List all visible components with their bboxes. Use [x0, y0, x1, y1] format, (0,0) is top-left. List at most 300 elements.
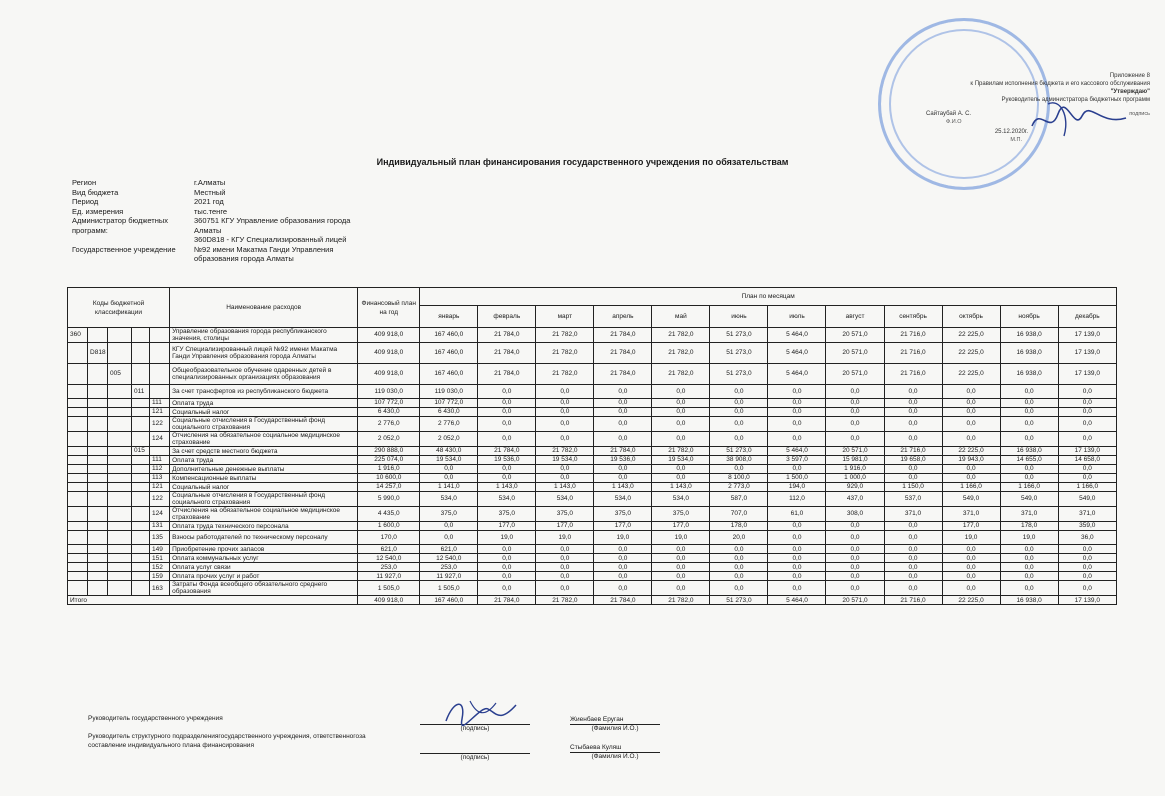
- meta-block: [72, 178, 372, 264]
- month-value-cell: 0,0: [768, 408, 826, 417]
- annual-plan-cell: 1 505,0: [358, 581, 420, 596]
- code-cell: [108, 572, 132, 581]
- code-cell: 122: [150, 417, 170, 432]
- month-value-cell: 0,0: [478, 474, 536, 483]
- code-cell: [132, 581, 150, 596]
- expense-name: За счет средств местного бюджета: [170, 447, 358, 456]
- code-cell: [68, 507, 88, 522]
- meta-key: Ед. измерения: [72, 206, 124, 216]
- month-value-cell: 0,0: [1000, 545, 1058, 554]
- month-value-cell: 21 782,0: [652, 328, 710, 343]
- code-cell: [68, 572, 88, 581]
- month-value-cell: 534,0: [594, 492, 652, 507]
- month-header: декабрь: [1058, 306, 1116, 328]
- approval-mp: М.П.: [1010, 137, 1022, 143]
- month-value-cell: 0,0: [942, 581, 1000, 596]
- month-value-cell: 0,0: [1000, 417, 1058, 432]
- month-value-cell: 0,0: [652, 563, 710, 572]
- month-value-cell: 0,0: [884, 385, 942, 399]
- month-value-cell: 177,0: [478, 522, 536, 531]
- code-cell: [68, 417, 88, 432]
- code-cell: 135: [150, 531, 170, 545]
- month-value-cell: 0,0: [652, 385, 710, 399]
- code-cell: [108, 408, 132, 417]
- month-value-cell: 0,0: [652, 432, 710, 447]
- code-cell: 149: [150, 545, 170, 554]
- month-value-cell: 0,0: [1058, 432, 1116, 447]
- code-cell: [108, 492, 132, 507]
- table-row: [68, 483, 1117, 492]
- month-value-cell: 371,0: [1058, 507, 1116, 522]
- code-cell: [132, 554, 150, 563]
- month-value-cell: 1 150,0: [884, 483, 942, 492]
- footer-head-label: Руководитель государственного учреждения: [88, 715, 223, 722]
- code-cell: [150, 343, 170, 364]
- month-value-cell: 1 916,0: [826, 465, 884, 474]
- month-value-cell: 19 536,0: [594, 456, 652, 465]
- code-cell: 121: [150, 408, 170, 417]
- total-month-cell: 21 782,0: [652, 596, 710, 605]
- month-header: март: [536, 306, 594, 328]
- month-value-cell: 0,0: [710, 563, 768, 572]
- month-value-cell: 20 571,0: [826, 343, 884, 364]
- code-cell: [108, 385, 132, 399]
- month-value-cell: 21 782,0: [652, 364, 710, 385]
- code-cell: [132, 465, 150, 474]
- month-value-cell: 0,0: [942, 554, 1000, 563]
- total-month-cell: 167 460,0: [420, 596, 478, 605]
- total-month-cell: 22 225,0: [942, 596, 1000, 605]
- month-value-cell: 0,0: [710, 465, 768, 474]
- month-value-cell: 0,0: [826, 531, 884, 545]
- month-value-cell: 0,0: [1058, 545, 1116, 554]
- month-value-cell: 21 782,0: [652, 447, 710, 456]
- code-cell: [108, 581, 132, 596]
- code-cell: [132, 343, 150, 364]
- footer: [88, 715, 366, 749]
- month-value-cell: 2 776,0: [420, 417, 478, 432]
- total-month-cell: 20 571,0: [826, 596, 884, 605]
- month-value-cell: 0,0: [536, 563, 594, 572]
- month-value-cell: 19,0: [536, 531, 594, 545]
- code-cell: [68, 531, 88, 545]
- month-value-cell: 0,0: [884, 408, 942, 417]
- month-value-cell: 0,0: [1000, 399, 1058, 408]
- month-value-cell: 534,0: [652, 492, 710, 507]
- code-cell: [108, 465, 132, 474]
- footer-resp-label: Руководитель структурного подразделениягосударственного учреждения, ответственногоза составление индивидуального плана финансирования: [88, 733, 366, 749]
- fio-caption: (Фамилия И.О.): [570, 752, 660, 761]
- month-value-cell: 0,0: [710, 385, 768, 399]
- month-value-cell: 0,0: [1058, 554, 1116, 563]
- annual-plan-cell: 6 430,0: [358, 408, 420, 417]
- total-plan-cell: 409 918,0: [358, 596, 420, 605]
- month-value-cell: 0,0: [1058, 385, 1116, 399]
- code-cell: [108, 432, 132, 447]
- month-value-cell: 0,0: [652, 572, 710, 581]
- code-cell: [108, 507, 132, 522]
- expense-name: Оплата труда: [170, 399, 358, 408]
- code-cell: [132, 483, 150, 492]
- annual-plan-cell: 170,0: [358, 531, 420, 545]
- code-cell: [88, 563, 108, 572]
- month-value-cell: 0,0: [826, 545, 884, 554]
- code-cell: 163: [150, 581, 170, 596]
- month-value-cell: 375,0: [420, 507, 478, 522]
- month-value-cell: 5 464,0: [768, 364, 826, 385]
- month-value-cell: 0,0: [884, 581, 942, 596]
- month-value-cell: 0,0: [1000, 554, 1058, 563]
- code-cell: [68, 483, 88, 492]
- annual-plan-cell: 621,0: [358, 545, 420, 554]
- month-value-cell: 5 464,0: [768, 447, 826, 456]
- month-value-cell: 0,0: [1058, 417, 1116, 432]
- month-value-cell: 0,0: [652, 554, 710, 563]
- meta-value: №92 имени Макатма Ганди Управления образования города Алматы: [194, 244, 334, 263]
- annual-plan-cell: 409 918,0: [358, 364, 420, 385]
- code-cell: [68, 364, 88, 385]
- approval-signer: Сайтаубай А. С.: [926, 111, 972, 117]
- expense-name: Оплата услуг связи: [170, 563, 358, 572]
- table-row: [68, 522, 1117, 531]
- month-value-cell: 0,0: [1058, 572, 1116, 581]
- month-value-cell: 308,0: [826, 507, 884, 522]
- month-value-cell: 21 782,0: [536, 328, 594, 343]
- table-row: [68, 563, 1117, 572]
- annual-plan-cell: 10 600,0: [358, 474, 420, 483]
- month-value-cell: 0,0: [942, 563, 1000, 572]
- month-header: июнь: [710, 306, 768, 328]
- expense-name: Общеобразовательное обучение одаренных детей в специализированных организациях образования: [170, 364, 358, 385]
- month-value-cell: 19 534,0: [420, 456, 478, 465]
- expense-name: Затраты Фонда всеобщего обязательного среднего образования: [170, 581, 358, 596]
- code-cell: [108, 328, 132, 343]
- month-value-cell: 16 938,0: [1000, 447, 1058, 456]
- month-header: ноябрь: [1000, 306, 1058, 328]
- month-value-cell: 19,0: [594, 531, 652, 545]
- code-cell: [68, 432, 88, 447]
- resp-fio-name: Стыбаева Куляш: [570, 744, 622, 751]
- month-value-cell: 1 000,0: [826, 474, 884, 483]
- month-value-cell: 0,0: [826, 432, 884, 447]
- table-row: [68, 474, 1117, 483]
- expense-name: За счет трансфертов из республиканского бюджета: [170, 385, 358, 399]
- code-cell: [88, 364, 108, 385]
- month-value-cell: 21 784,0: [594, 343, 652, 364]
- code-cell: [88, 447, 108, 456]
- month-value-cell: 0,0: [884, 554, 942, 563]
- code-cell: [88, 474, 108, 483]
- month-value-cell: 167 460,0: [420, 328, 478, 343]
- month-value-cell: 17 139,0: [1058, 447, 1116, 456]
- month-value-cell: 549,0: [942, 492, 1000, 507]
- month-value-cell: 0,0: [884, 399, 942, 408]
- month-value-cell: 0,0: [420, 474, 478, 483]
- annual-plan-cell: 14 257,0: [358, 483, 420, 492]
- resp-fio: [570, 744, 660, 761]
- code-cell: [88, 408, 108, 417]
- code-cell: [132, 432, 150, 447]
- month-value-cell: 21 784,0: [594, 447, 652, 456]
- month-value-cell: 0,0: [768, 432, 826, 447]
- month-value-cell: 21 716,0: [884, 447, 942, 456]
- signature-caption: (подпись): [420, 753, 530, 762]
- month-header: сентябрь: [884, 306, 942, 328]
- month-value-cell: 167 460,0: [420, 364, 478, 385]
- month-value-cell: 0,0: [768, 545, 826, 554]
- month-value-cell: 22 225,0: [942, 364, 1000, 385]
- month-value-cell: 0,0: [478, 385, 536, 399]
- month-header: октябрь: [942, 306, 1000, 328]
- month-value-cell: 0,0: [942, 474, 1000, 483]
- code-cell: 159: [150, 572, 170, 581]
- code-cell: [88, 545, 108, 554]
- month-value-cell: 22 225,0: [942, 328, 1000, 343]
- code-cell: [88, 385, 108, 399]
- month-value-cell: 16 938,0: [1000, 328, 1058, 343]
- month-value-cell: 0,0: [536, 399, 594, 408]
- month-value-cell: 0,0: [884, 545, 942, 554]
- month-value-cell: 707,0: [710, 507, 768, 522]
- month-value-cell: 0,0: [710, 432, 768, 447]
- code-cell: [68, 385, 88, 399]
- code-cell: [108, 531, 132, 545]
- meta-value: Местный: [194, 187, 226, 197]
- month-value-cell: 0,0: [478, 581, 536, 596]
- code-cell: [132, 522, 150, 531]
- month-value-cell: 21 716,0: [884, 364, 942, 385]
- code-cell: [132, 545, 150, 554]
- month-value-cell: 0,0: [826, 554, 884, 563]
- total-month-cell: 21 784,0: [478, 596, 536, 605]
- month-value-cell: 21 782,0: [536, 364, 594, 385]
- month-value-cell: 0,0: [884, 563, 942, 572]
- month-value-cell: 177,0: [652, 522, 710, 531]
- approval-signature-scribble: [1030, 96, 1130, 146]
- month-value-cell: 0,0: [768, 385, 826, 399]
- month-value-cell: 0,0: [478, 545, 536, 554]
- month-value-cell: 19,0: [942, 531, 1000, 545]
- month-value-cell: 0,0: [826, 417, 884, 432]
- month-value-cell: 119 030,0: [420, 385, 478, 399]
- expense-name: Отчисления на обязательное социальное медицинское страхование: [170, 432, 358, 447]
- month-value-cell: 38 908,0: [710, 456, 768, 465]
- month-value-cell: 534,0: [536, 492, 594, 507]
- head-fio-name: Жиенбаев Еруган: [570, 716, 624, 723]
- month-value-cell: 371,0: [1000, 507, 1058, 522]
- month-value-cell: 17 139,0: [1058, 328, 1116, 343]
- month-value-cell: 5 464,0: [768, 328, 826, 343]
- code-cell: [88, 456, 108, 465]
- month-value-cell: 21 782,0: [536, 447, 594, 456]
- month-value-cell: 21 716,0: [884, 328, 942, 343]
- month-value-cell: 22 225,0: [942, 447, 1000, 456]
- month-value-cell: 0,0: [942, 408, 1000, 417]
- code-cell: [132, 408, 150, 417]
- month-value-cell: 0,0: [768, 581, 826, 596]
- code-cell: [68, 465, 88, 474]
- expense-name: Дополнительные денежные выплаты: [170, 465, 358, 474]
- month-value-cell: 0,0: [536, 572, 594, 581]
- table-row: [68, 343, 1117, 364]
- month-value-cell: 359,0: [1058, 522, 1116, 531]
- code-cell: [132, 474, 150, 483]
- month-value-cell: 0,0: [652, 545, 710, 554]
- annual-plan-cell: 2 052,0: [358, 432, 420, 447]
- month-value-cell: 1 143,0: [652, 483, 710, 492]
- table-row: [68, 447, 1117, 456]
- month-value-cell: 178,0: [710, 522, 768, 531]
- code-cell: [88, 531, 108, 545]
- month-value-cell: 0,0: [652, 474, 710, 483]
- annual-plan-cell: 1 600,0: [358, 522, 420, 531]
- month-value-cell: 177,0: [594, 522, 652, 531]
- expense-name: КГУ Специализированный лицей №92 имени Макатма Ганди Управления образования города Алматы: [170, 343, 358, 364]
- month-value-cell: 19,0: [652, 531, 710, 545]
- month-value-cell: 16 938,0: [1000, 343, 1058, 364]
- month-value-cell: 0,0: [594, 581, 652, 596]
- code-cell: [132, 507, 150, 522]
- approval-line: к Правилам исполнения бюджета и его кассового обслуживания: [970, 81, 1150, 87]
- code-cell: [108, 545, 132, 554]
- month-value-cell: 0,0: [710, 545, 768, 554]
- month-value-cell: 51 273,0: [710, 343, 768, 364]
- table-row: [68, 399, 1117, 408]
- total-month-cell: 17 139,0: [1058, 596, 1116, 605]
- total-month-cell: 16 938,0: [1000, 596, 1058, 605]
- month-value-cell: 0,0: [1058, 399, 1116, 408]
- code-cell: [68, 343, 88, 364]
- table-row: [68, 456, 1117, 465]
- table-row: [68, 364, 1117, 385]
- month-value-cell: 0,0: [1000, 572, 1058, 581]
- code-cell: [88, 432, 108, 447]
- month-value-cell: 0,0: [884, 572, 942, 581]
- month-value-cell: 929,0: [826, 483, 884, 492]
- table-row: [68, 465, 1117, 474]
- month-header: июль: [768, 306, 826, 328]
- month-value-cell: 0,0: [536, 465, 594, 474]
- approval-date: 25.12.2020г.: [994, 129, 1028, 135]
- code-cell: 111: [150, 456, 170, 465]
- code-cell: [150, 385, 170, 399]
- meta-value: 360D818 - КГУ Специализированный лицей: [194, 235, 347, 244]
- month-value-cell: 0,0: [768, 522, 826, 531]
- code-cell: [88, 465, 108, 474]
- month-value-cell: 0,0: [594, 554, 652, 563]
- month-value-cell: 0,0: [826, 408, 884, 417]
- month-value-cell: 0,0: [1000, 465, 1058, 474]
- month-value-cell: 1 143,0: [594, 483, 652, 492]
- month-value-cell: 375,0: [478, 507, 536, 522]
- month-value-cell: 12 540,0: [420, 554, 478, 563]
- code-cell: [108, 522, 132, 531]
- code-cell: [132, 328, 150, 343]
- annual-plan-cell: 11 927,0: [358, 572, 420, 581]
- approval-line: Руководитель администратора бюджетных программ: [1001, 97, 1150, 103]
- code-cell: [150, 447, 170, 456]
- expense-name: Отчисления на обязательное социальное медицинское страхование: [170, 507, 358, 522]
- month-value-cell: 0,0: [826, 399, 884, 408]
- month-value-cell: 21 782,0: [536, 343, 594, 364]
- month-value-cell: 0,0: [826, 522, 884, 531]
- total-row: [68, 596, 1117, 605]
- total-month-cell: 51 273,0: [710, 596, 768, 605]
- month-value-cell: 549,0: [1058, 492, 1116, 507]
- header-name: Наименование расходов: [170, 288, 358, 328]
- month-value-cell: 0,0: [1000, 563, 1058, 572]
- month-value-cell: 0,0: [420, 531, 478, 545]
- month-value-cell: 0,0: [1058, 474, 1116, 483]
- code-cell: 122: [150, 492, 170, 507]
- code-cell: [88, 522, 108, 531]
- month-value-cell: 253,0: [420, 563, 478, 572]
- month-value-cell: 0,0: [594, 465, 652, 474]
- month-value-cell: 0,0: [594, 399, 652, 408]
- month-value-cell: 1 166,0: [1058, 483, 1116, 492]
- month-header: апрель: [594, 306, 652, 328]
- month-value-cell: 0,0: [594, 408, 652, 417]
- month-value-cell: 2 052,0: [420, 432, 478, 447]
- month-value-cell: 0,0: [710, 417, 768, 432]
- table-row: [68, 408, 1117, 417]
- total-label: Итого: [68, 596, 358, 605]
- month-value-cell: 19,0: [1000, 531, 1058, 545]
- month-value-cell: 5 464,0: [768, 343, 826, 364]
- table-row: [68, 581, 1117, 596]
- month-value-cell: 177,0: [942, 522, 1000, 531]
- total-month-cell: 21 784,0: [594, 596, 652, 605]
- table-row: [68, 531, 1117, 545]
- month-value-cell: 0,0: [594, 545, 652, 554]
- month-value-cell: 1 166,0: [942, 483, 1000, 492]
- month-value-cell: 0,0: [884, 417, 942, 432]
- code-cell: [132, 417, 150, 432]
- month-value-cell: 0,0: [1058, 581, 1116, 596]
- code-cell: [68, 408, 88, 417]
- annual-plan-cell: 225 074,0: [358, 456, 420, 465]
- annual-plan-cell: 5 990,0: [358, 492, 420, 507]
- approval-signature-caption: подпись: [1129, 111, 1150, 117]
- month-value-cell: 534,0: [420, 492, 478, 507]
- month-value-cell: 0,0: [942, 385, 1000, 399]
- annual-plan-cell: 409 918,0: [358, 343, 420, 364]
- meta-key: Государственное учреждение: [72, 244, 176, 254]
- month-value-cell: 19,0: [478, 531, 536, 545]
- month-value-cell: 0,0: [594, 417, 652, 432]
- code-cell: [88, 581, 108, 596]
- month-value-cell: 112,0: [768, 492, 826, 507]
- financing-plan-table: [67, 287, 1117, 605]
- code-cell: [108, 399, 132, 408]
- code-cell: 011: [132, 385, 150, 399]
- month-value-cell: 20,0: [710, 531, 768, 545]
- month-value-cell: 51 273,0: [710, 364, 768, 385]
- table-row: [68, 572, 1117, 581]
- table-row: [68, 432, 1117, 447]
- month-value-cell: 21 716,0: [884, 343, 942, 364]
- month-value-cell: 21 784,0: [478, 447, 536, 456]
- document-title: Индивидуальный план финансирования государственного учреждения по обязательствам: [376, 157, 789, 167]
- month-value-cell: 19 534,0: [536, 456, 594, 465]
- code-cell: 124: [150, 432, 170, 447]
- month-value-cell: 0,0: [652, 417, 710, 432]
- code-cell: [88, 328, 108, 343]
- code-cell: [88, 417, 108, 432]
- month-value-cell: 0,0: [884, 474, 942, 483]
- month-value-cell: 167 460,0: [420, 343, 478, 364]
- code-cell: [150, 328, 170, 343]
